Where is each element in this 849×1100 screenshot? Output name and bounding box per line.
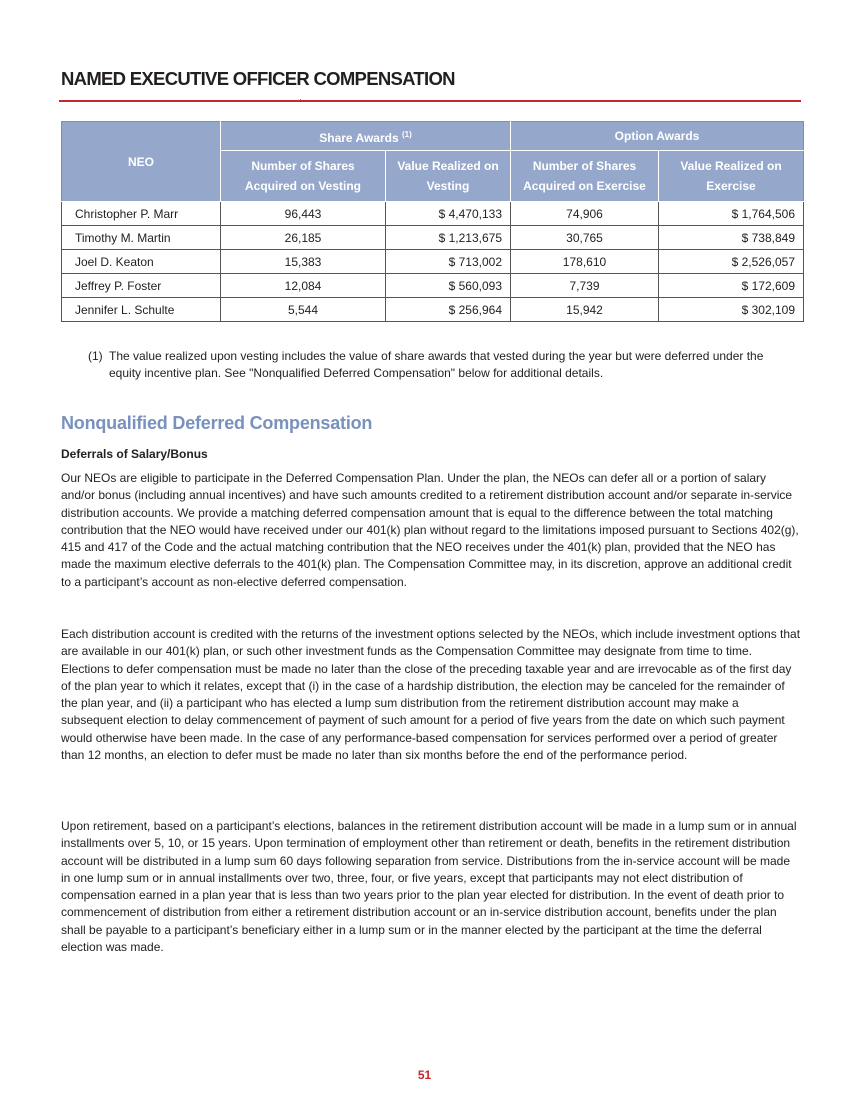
- value-exercise-cell: [659, 226, 804, 250]
- value-exercise-cell: [659, 298, 804, 322]
- nqdc-paragraph-3: Upon retirement, based on a participant’s elections, balances in the retirement distribution account will be made in a lump sum or in annual installments over 5, 10, or 15 years. Upon termination of employment other than retirement or death, benefits in the retirement distribution account will be distributed in a lump sum 60 days following separation from service. Distributions from the in-service account will be made in one lump sum or in annual installments over two, three, four, or five years, except that participants may not elect distribution of compensation earned in a plan year that is less than two years prior to the plan year elected for distribution. In the event of death prior to commencement of distribution from either a retirement distribution account or an in-service distribution account, benefits under the plan shall be payable to a participant’s beneficiary either in a lump sum or in the manner elected by the participant at the time the deferral election was made.: [61, 819, 797, 955]
- shares-exercise-cell: 74,906: [511, 202, 659, 226]
- page-number: 51: [417, 1068, 432, 1082]
- shares-exercise-cell: 7,739: [511, 274, 659, 298]
- shares-vesting-cell: 15,383: [221, 250, 386, 274]
- table-row: [62, 250, 804, 274]
- title-rule: [59, 100, 801, 102]
- title-dot: [300, 99, 301, 100]
- currency-symbol: $: [741, 230, 749, 245]
- value-exercise-cell: [659, 274, 804, 298]
- amount-value: 172,609: [751, 278, 795, 293]
- share-awards-label: Share Awards: [319, 130, 399, 145]
- nqdc-heading: Nonqualified Deferred Compensation: [61, 413, 373, 433]
- currency-symbol: $: [438, 230, 446, 245]
- shares-exercise-cell: 30,765: [511, 226, 659, 250]
- share-awards-header: [221, 122, 511, 151]
- value-vesting-cell: [386, 298, 511, 322]
- shares-vesting-cell: 96,443: [221, 202, 386, 226]
- footnote-text: The value realized upon vesting includes the value of share awards that vested during the year but were deferred under the equity incentive plan. See "Nonqualified Deferred Compensation" below for additional details.: [109, 349, 764, 380]
- nqdc-paragraph-2: Each distribution account is credited with the returns of the investment options selected by the NEOs, which include investment options that are available in our 401(k) plan, or such other investment funds as the Compensation Committee may designate from time to time. Elections to defer compensation must be made no later than the close of the preceding taxable year and are irrevocable as of the first day of the plan year to which it relates, except that (i) in the case of a hardship distribution, the election may be canceled for the remainder of the plan year, and (ii) a participant who has elected a lump sum distribution from the retirement distribution account may make a subsequent election to delay commencement of payment of such amount for a period of five years from the date on which such payment would otherwise have been made. In the case of any performance-based compensation for services performed over a period of greater than 12 months, an election to defer must be made no later than six months before the end of the performance period.: [61, 627, 801, 763]
- amount-value: 1,213,675: [448, 230, 502, 245]
- neo-name-cell: Joel D. Keaton: [62, 250, 221, 274]
- currency-symbol: $: [731, 206, 739, 221]
- currency-symbol: $: [448, 278, 456, 293]
- table-row: [62, 226, 804, 250]
- neo-name-cell: Jennifer L. Schulte: [62, 298, 221, 322]
- currency-symbol: $: [448, 254, 456, 269]
- deferrals-subheading: Deferrals of Salary/Bonus: [61, 447, 208, 461]
- shares-exercise-cell: 15,942: [511, 298, 659, 322]
- currency-symbol: $: [741, 302, 749, 317]
- currency-symbol: $: [448, 302, 456, 317]
- value-exercise-cell: [659, 250, 804, 274]
- footnote: [88, 348, 788, 382]
- footnote-marker: (1): [88, 349, 103, 363]
- neo-name-cell: Christopher P. Marr: [62, 202, 221, 226]
- shares-exercise-cell: 178,610: [511, 250, 659, 274]
- compensation-table: [61, 121, 804, 322]
- value-vesting-cell: [386, 250, 511, 274]
- value-vesting-cell: [386, 274, 511, 298]
- shares-vesting-cell: 5,544: [221, 298, 386, 322]
- currency-symbol: $: [438, 206, 446, 221]
- value-exercise-cell: [659, 202, 804, 226]
- table-body: [62, 202, 804, 322]
- value-vesting-cell: [386, 226, 511, 250]
- share-awards-note: (1): [401, 129, 412, 139]
- value-exercise-header: Value Realized on Exercise: [659, 151, 804, 202]
- amount-value: 560,093: [458, 278, 502, 293]
- amount-value: 302,109: [751, 302, 795, 317]
- amount-value: 2,526,057: [741, 254, 795, 269]
- shares-vesting-cell: 12,084: [221, 274, 386, 298]
- amount-value: 256,964: [458, 302, 502, 317]
- value-vesting-header: Value Realized on Vesting: [386, 151, 511, 202]
- amount-value: 4,470,133: [448, 206, 502, 221]
- neo-name-cell: Timothy M. Martin: [62, 226, 221, 250]
- option-awards-header: Option Awards: [511, 122, 804, 151]
- table-row: [62, 202, 804, 226]
- section-title: NAMED EXECUTIVE OFFICER COMPENSATION: [61, 68, 455, 89]
- shares-vesting-header: Number of Shares Acquired on Vesting: [221, 151, 386, 202]
- amount-value: 1,764,506: [741, 206, 795, 221]
- table-row: [62, 274, 804, 298]
- amount-value: 738,849: [751, 230, 795, 245]
- shares-exercise-header: Number of Shares Acquired on Exercise: [511, 151, 659, 202]
- value-vesting-cell: [386, 202, 511, 226]
- nqdc-paragraph-1: Our NEOs are eligible to participate in the Deferred Compensation Plan. Under the plan, the NEOs can defer all or a portion of salary and/or bonus (including annual incentives) and have such amounts credited to a retirement distribution account and/or separate in-service distribution accounts. We provide a matching deferred compensation amount that is equal to the difference between the total matching contribution that the NEO would have received under our 401(k) plan without regard to the limitations imposed pursuant to Sections 402(g), 415 and 417 of the Code and the actual matching contribution that the NEO receives under the 401(k) plan, provided that the NEO has made the maximum elective deferrals to the 401(k) plan. The Compensation Committee may, in its discretion, approve an additional credit to a participant’s account as non-elective deferred compensation.: [61, 471, 799, 589]
- shares-vesting-cell: 26,185: [221, 226, 386, 250]
- table-row: [62, 298, 804, 322]
- currency-symbol: $: [731, 254, 739, 269]
- amount-value: 713,002: [458, 254, 502, 269]
- neo-header: NEO: [62, 122, 221, 202]
- currency-symbol: $: [741, 278, 749, 293]
- neo-name-cell: Jeffrey P. Foster: [62, 274, 221, 298]
